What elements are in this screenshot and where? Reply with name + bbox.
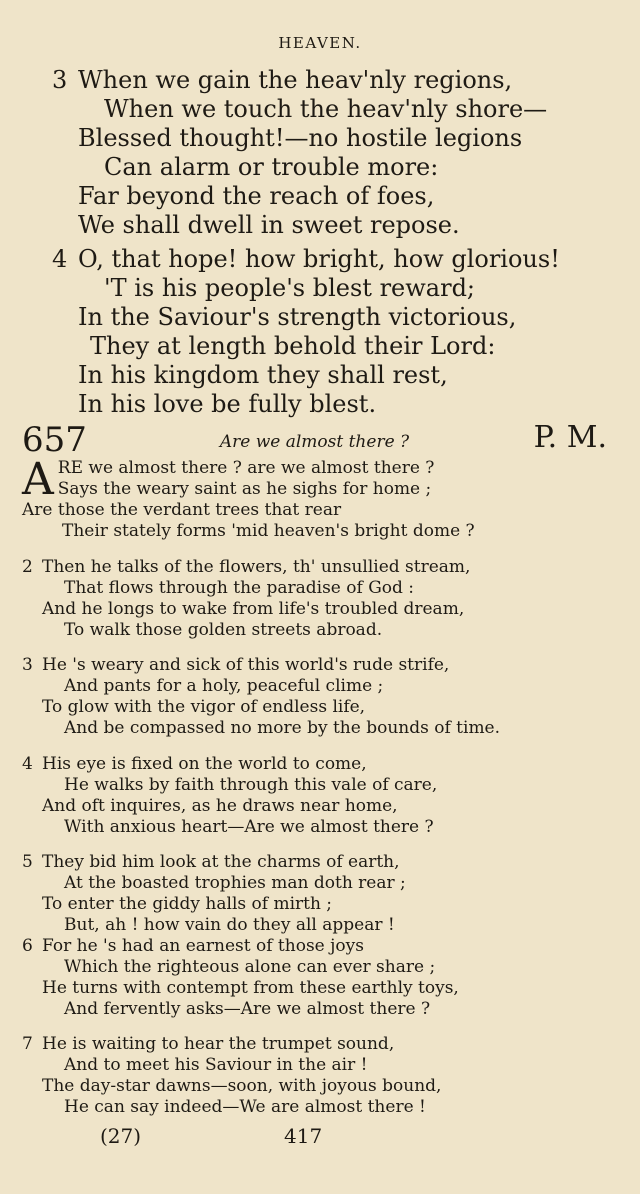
verse-line: They bid him look at the charms of earth,: [42, 852, 400, 872]
verse-line: In the Saviour's strength victorious,: [78, 303, 517, 331]
drop-cap: A: [22, 454, 54, 505]
verse-line: And pants for a holy, peaceful clime ;: [64, 676, 384, 696]
hymn-title: Are we almost there ?: [219, 432, 410, 452]
verse-line: In his love be fully blest.: [78, 390, 377, 418]
verse-line: We shall dwell in sweet repose.: [78, 211, 460, 239]
verse-line: But, ah ! how vain do they all appear !: [64, 915, 395, 935]
prev-hymn-stanza-3: [52, 66, 547, 240]
hymn-stanza-4: [22, 754, 437, 838]
hymn-number: 657: [22, 420, 87, 460]
hymn-heading: [22, 420, 607, 460]
page-header: HEAVEN.: [278, 34, 362, 52]
verse-line: He turns with contempt from these earthly toys,: [42, 978, 459, 998]
verse-line: He is waiting to hear the trumpet sound,: [42, 1034, 395, 1054]
verse-line: And fervently asks—Are we almost there ?: [64, 999, 431, 1019]
verse-line: When we gain the heav'nly regions,: [78, 66, 513, 94]
verse-line: And be compassed no more by the bounds of time.: [64, 718, 501, 738]
verse-line: RE we almost there ? are we almost there ?: [57, 458, 435, 478]
verse-line: That flows through the paradise of God :: [64, 578, 415, 598]
stanza-number: 3: [22, 655, 33, 675]
verse-line: Are those the verdant trees that rear: [22, 500, 342, 520]
verse-line: And he longs to wake from life's troubled dream,: [42, 599, 465, 619]
hymn-stanza-2: [22, 557, 470, 641]
verse-line: Then he talks of the flowers, th' unsullied stream,: [42, 557, 471, 577]
verse-line: To glow with the vigor of endless life,: [42, 697, 366, 717]
verse-line: They at length behold their Lord:: [90, 332, 496, 360]
verse-line: In his kingdom they shall rest,: [78, 361, 448, 389]
verse-line: For he 's had an earnest of those joys: [42, 936, 364, 956]
verse-line: His eye is fixed on the world to come,: [42, 754, 367, 774]
stanza-number: 4: [52, 245, 68, 273]
verse-line: To walk those golden streets abroad.: [64, 620, 383, 640]
verse-line: And oft inquires, as he draws near home,: [42, 796, 398, 816]
verse-line: O, that hope! how bright, how glorious!: [78, 245, 560, 273]
verse-line: Says the weary saint as he sighs for home ;: [57, 479, 432, 499]
stanza-number: 6: [22, 936, 33, 956]
hymn-stanza-1: [22, 454, 475, 542]
verse-line: The day-star dawns—soon, with joyous bound,: [42, 1076, 442, 1096]
stanza-number: 5: [22, 852, 33, 872]
verse-line: Far beyond the reach of foes,: [78, 182, 435, 210]
page-number: 417: [284, 1124, 323, 1148]
verse-line: And to meet his Saviour in the air !: [64, 1055, 368, 1075]
verse-line: Which the righteous alone can ever share ;: [64, 957, 436, 977]
verse-line: Their stately forms 'mid heaven's bright dome ?: [62, 521, 475, 541]
hymn-meter: P. M.: [533, 420, 607, 455]
signature-mark: (27): [100, 1124, 142, 1148]
verse-line: He 's weary and sick of this world's rude strife,: [42, 655, 450, 675]
stanza-number: 3: [52, 66, 68, 94]
stanza-number: 7: [22, 1034, 33, 1054]
hymn-stanza-5: [22, 852, 406, 936]
verse-line: He can say indeed—We are almost there !: [64, 1097, 426, 1117]
verse-line: 'T is his people's blest reward;: [104, 274, 476, 302]
verse-line: With anxious heart—Are we almost there ?: [64, 817, 434, 837]
verse-line: When we touch the heav'nly shore—: [104, 95, 548, 123]
verse-line: He walks by faith through this vale of care,: [64, 775, 438, 795]
stanza-number: 4: [22, 754, 33, 774]
hymn-stanza-3: [22, 655, 500, 739]
hymn-stanza-6: [22, 936, 459, 1020]
verse-line: To enter the giddy halls of mirth ;: [42, 894, 333, 914]
hymn-stanza-7: [22, 1034, 441, 1118]
stanza-number: 2: [22, 557, 33, 577]
verse-line: Blessed thought!—no hostile legions: [78, 124, 523, 152]
verse-line: Can alarm or trouble more:: [104, 153, 439, 181]
prev-hymn-stanza-4: [52, 245, 560, 419]
verse-line: At the boasted trophies man doth rear ;: [64, 873, 406, 893]
